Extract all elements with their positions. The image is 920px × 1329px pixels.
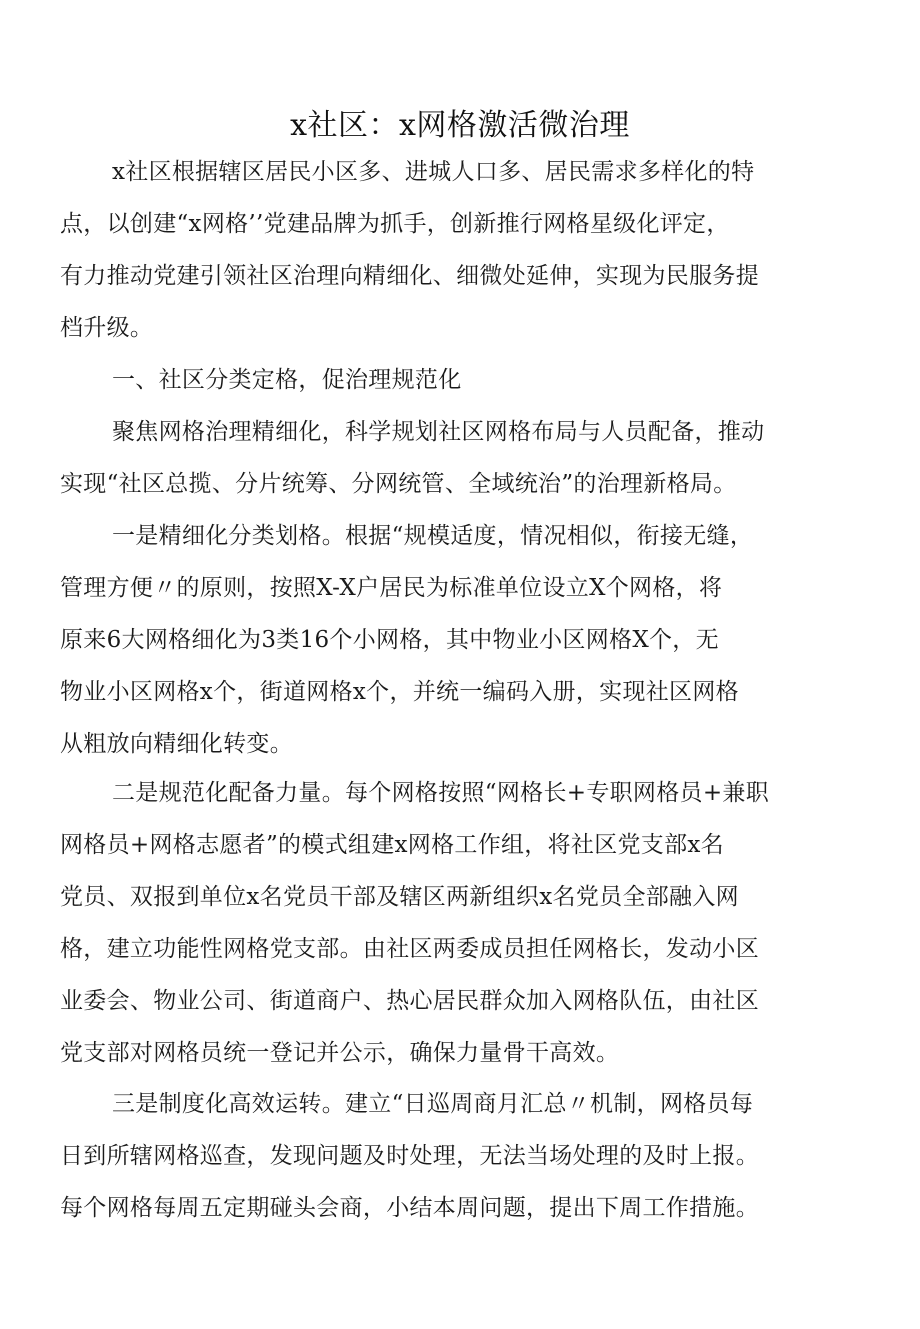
text-line: 原来6大网格细化为3类16个小网格，其中物业小区网格X个，无 bbox=[60, 627, 719, 653]
text-line: 从粗放向精细化转变。 bbox=[60, 731, 293, 757]
text-line: 三是制度化高效运转。建立“日巡周商月汇总〃机制，网格员每 bbox=[112, 1091, 754, 1117]
text-line: 业委会、物业公司、街道商户、热心居民群众加入网格队伍，由社区 bbox=[60, 988, 759, 1014]
text-line: 档升级。 bbox=[60, 315, 154, 341]
text-line: 每个网格每周五定期碰头会商，小结本周问题，提出下周工作措施。 bbox=[60, 1195, 759, 1221]
text-line: x社区根据辖区居民小区多、进城人口多、居民需求多样化的特 bbox=[112, 159, 755, 185]
text-line: 实现“社区总揽、分片统筹、分网统管、全域统治”的治理新格局。 bbox=[60, 471, 737, 497]
section-heading: 一、社区分类定格，促治理规范化 bbox=[112, 367, 462, 393]
document-title: x社区：x网格激活微治理 bbox=[290, 108, 630, 144]
text-line: 网格员+网格志愿者”的模式组建x网格工作组，将社区党支部x名 bbox=[60, 832, 724, 858]
text-line: 一是精细化分类划格。根据“规模适度，情况相似，衔接无缝， bbox=[112, 523, 754, 549]
text-line: 党支部对网格员统一登记并公示，确保力量骨干高效。 bbox=[60, 1040, 620, 1066]
text-line: 日到所辖网格巡查，发现问题及时处理，无法当场处理的及时上报。 bbox=[60, 1143, 759, 1169]
text-line: 党员、双报到单位x名党员干部及辖区两新组织x名党员全部融入网 bbox=[60, 884, 739, 910]
text-line: 格，建立功能性网格党支部。由社区两委成员担任网格长，发动小区 bbox=[60, 936, 759, 962]
text-line: 管理方便〃的原则，按照X-X户居民为标准单位设立X个网格，将 bbox=[60, 575, 723, 601]
text-line: 二是规范化配备力量。每个网格按照“网格长+专职网格员+兼职 bbox=[112, 780, 770, 806]
text-line: 有力推动党建引领社区治理向精细化、细微处延伸，实现为民服务提 bbox=[60, 263, 759, 289]
text-line: 点，以创建“x网格’’党建品牌为抓手，创新推行网格星级化评定， bbox=[60, 211, 730, 237]
text-line: 物业小区网格x个，街道网格x个，并统一编码入册，实现社区网格 bbox=[60, 679, 739, 705]
text-line: 聚焦网格治理精细化，科学规划社区网格布局与人员配备，推动 bbox=[112, 419, 765, 445]
